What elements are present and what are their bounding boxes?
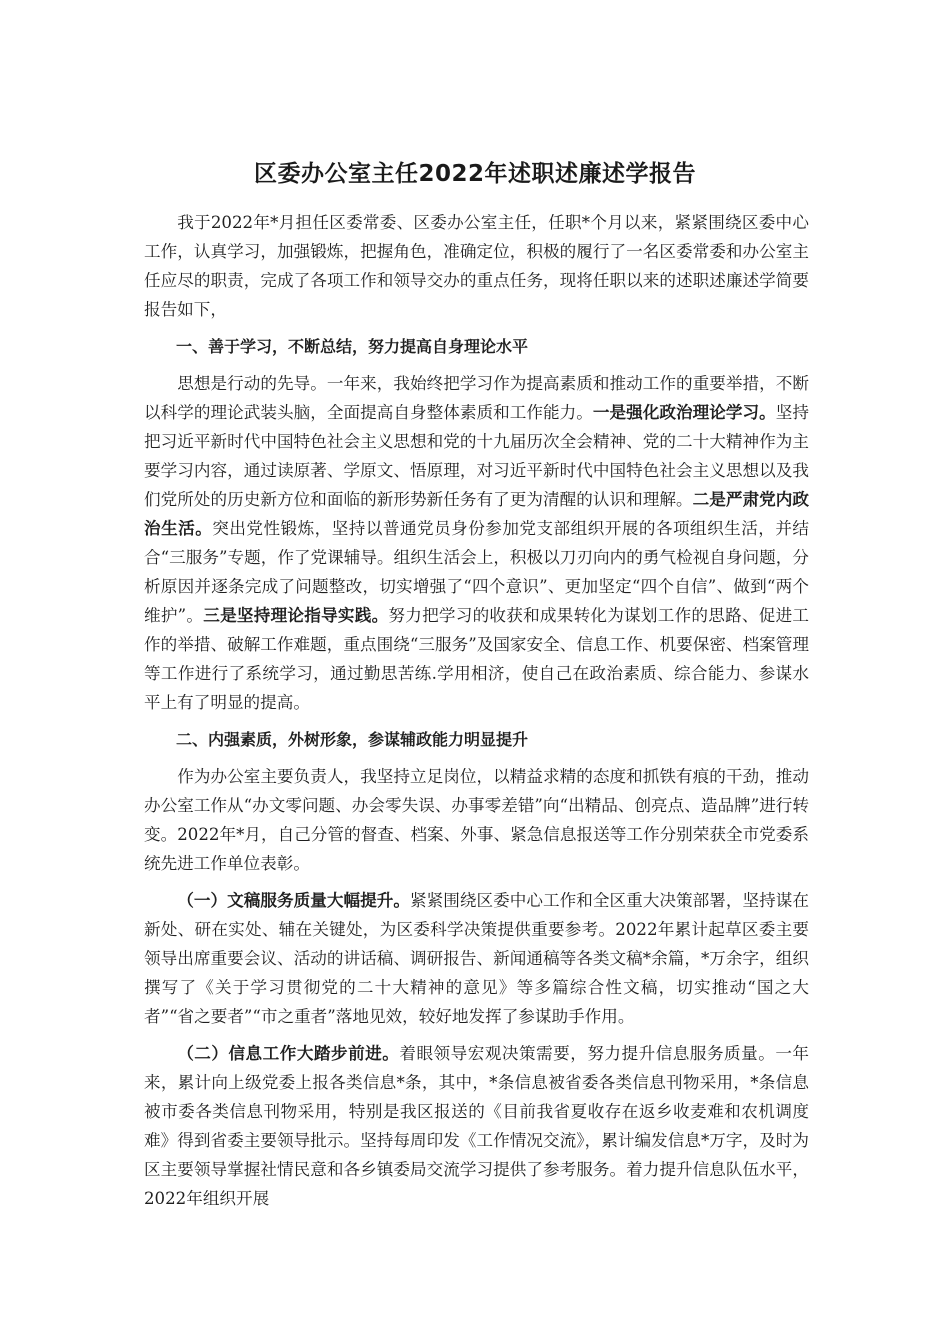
bold-lead: （一）文稿服务质量大幅提升。 (177, 891, 410, 910)
paragraph-text: 坚持把习近平新时代中国特色社会主义思想和党的十九届历次全会精神、党的二十大精神作为主要学习内容，通过读原著、学原文、悟原理，对习近平新时代中国特色社会主义思想以及我们党所处的历史新方位和面临的新形势新任务有了更为清醒的认识和理解。 (144, 403, 810, 509)
bold-lead: （二）信息工作大踏步前进。 (177, 1044, 400, 1063)
bold-lead: 二是严肃党内政治生活。 (144, 490, 810, 538)
paragraph-text: 努力把学习的收获和成果转化为谋划工作的思路、促进工作的举措、破解工作难题，重点围绕“三服务”及国家安全、信息工作、机要保密、档案管理等工作进行了系统学习，通过勤思苦练.学用相济，使自己在政治素质、综合能力、参谋水平上有了明显的提高。 (144, 606, 810, 712)
bold-lead: 一是强化政治理论学习。 (592, 403, 776, 422)
paragraph-text: 突出党性锻炼，坚持以普通党员身份参加党支部组织开展的各项组织生活，并结合“三服务”专题，作了党课辅导。组织生活会上，积极以刀刃向内的勇气检视自身问题，分析原因并逐条完成了问题整改，切实增强了“四个意识”、更加坚定“四个自信”、做到“两个维护”。 (144, 519, 810, 625)
paragraph-information-work (144, 1039, 809, 1213)
paragraph-text: 紧紧围绕区委中心工作和全区重大决策部署，坚持谋在新处、研在实处、辅在关键处，为区委科学决策提供重要参考。2022年累计起草区委主要领导出席重要会议、活动的讲话稿、调研报告、新闻通稿等各类文稿*余篇，*万余字，组织撰写了《关于学习贯彻党的二十大精神的意见》等多篇综合性文稿，切实推动“国之大者”“省之要者”“市之重者”落地见效，较好地发挥了参谋助手作用。 (144, 891, 810, 1026)
document-title: 区委办公室主任2022年述职述廉述学报告 (253, 161, 696, 187)
paragraph-study (144, 369, 809, 717)
paragraph-text: 着眼领导宏观决策需要，努力提升信息服务质量。一年来，累计向上级党委上报各类信息*条，其中，*条信息被省委各类信息刊物采用，*条信息被市委各类信息刊物采用，特别是我区报送的《目前我省夏收存在返乡收麦难和农机调度难》得到省委主要领导批示。坚持每周印发《工作情况交流》，累计编发信息*万字，及时为区主要领导掌握社情民意和各乡镇委局交流学习提供了参考服务。着力提升信息队伍水平，2022年组织开展 (144, 1044, 810, 1208)
paragraph-office-work: 作为办公室主要负责人，我坚持立足岗位，以精益求精的态度和抓铁有痕的干劲，推动办公室工作从“办文零问题、办会零失误、办事零差错”向“出精品、创亮点、造品牌”进行转变。2022年*月，自己分管的督查、档案、外事、紧急信息报送等工作分别荣获全市党委系统先进工作单位表彰。 (144, 767, 809, 873)
bold-lead: 三是坚持理论指导实践。 (203, 606, 389, 625)
paragraph-intro: 我于2022年*月担任区委常委、区委办公室主任，任职*个月以来，紧紧围绕区委中心工作，认真学习，加强锻炼，把握角色，准确定位，积极的履行了一名区委常委和办公室主任应尽的职责，完成了各项工作和领导交办的重点任务，现将任职以来的述职述廉述学简要报告如下， (144, 213, 809, 319)
paragraph-manuscript-service (144, 886, 809, 1031)
section-heading-1: 一、善于学习，不断总结，努力提高自身理论水平 (176, 337, 529, 356)
document-body (144, 208, 809, 1213)
section-heading-2: 二、内强素质，外树形象，参谋辅政能力明显提升 (176, 730, 529, 749)
paragraph-text: 思想是行动的先导。一年来，我始终把学习作为提高素质和推动工作的重要举措，不断以科学的理论武装头脑，全面提高自身整体素质和工作能力。 (144, 374, 809, 422)
